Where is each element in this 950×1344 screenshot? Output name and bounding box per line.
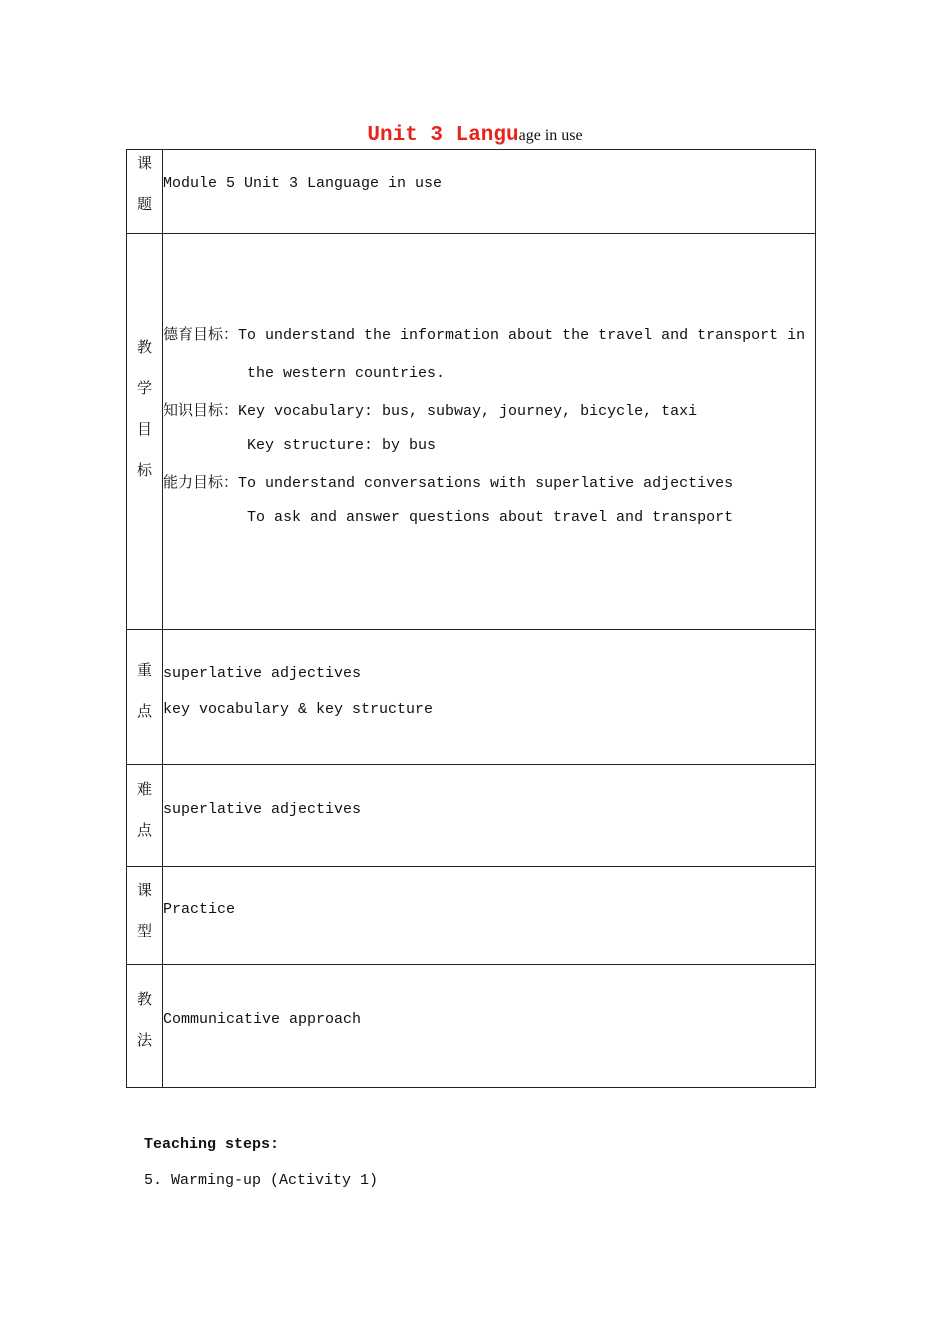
- row-content: [163, 867, 816, 965]
- lesson-plan-table: [126, 149, 816, 1088]
- content-line: Module 5 Unit 3 Language in use: [163, 175, 443, 192]
- title-highlight: Unit 3 Langu: [367, 124, 519, 147]
- label-char: 点: [136, 702, 152, 720]
- row-lesson-type: [127, 867, 816, 965]
- content-line: the western countries.: [247, 365, 446, 382]
- content-line: Key structure: by bus: [247, 437, 437, 454]
- content-line: superlative adjectives: [163, 801, 362, 818]
- row-difficulties: [127, 765, 816, 867]
- row-label: [127, 765, 163, 867]
- label-char: 点: [136, 821, 152, 839]
- row-label: [127, 867, 163, 965]
- content-line: key vocabulary & key structure: [163, 701, 434, 718]
- row-content: [163, 234, 816, 630]
- row-label: [127, 965, 163, 1088]
- label-char: 教: [136, 337, 152, 356]
- label-char: 标: [136, 460, 152, 479]
- row-content: [163, 765, 816, 867]
- label-char: 教: [136, 990, 152, 1008]
- content-line: Practice: [163, 901, 236, 918]
- label-char: 学: [136, 378, 152, 397]
- row-label: [127, 234, 163, 630]
- row-topic: [127, 150, 816, 234]
- label-char: 难: [136, 780, 152, 798]
- row-objectives: [127, 234, 816, 630]
- row-content: [163, 965, 816, 1088]
- document-title: [0, 124, 950, 147]
- row-label: [127, 150, 163, 234]
- row-key-points: [127, 630, 816, 765]
- content-line: 能力目标：To understand conversations with superlative adjectives: [163, 473, 734, 492]
- label-char: 课: [136, 154, 152, 172]
- content-line: 德育目标：To understand the information about the travel and transport in: [163, 325, 806, 344]
- content-line: superlative adjectives: [163, 665, 362, 682]
- label-char: 法: [136, 1031, 152, 1049]
- label-char: 题: [136, 195, 152, 213]
- label-char: 目: [136, 419, 152, 438]
- row-content: [163, 150, 816, 234]
- label-char: 课: [136, 881, 152, 899]
- content-line: Communicative approach: [163, 1011, 362, 1028]
- label-char: 型: [136, 922, 152, 940]
- teaching-step-item: 5. Warming-up (Activity 1): [144, 1172, 379, 1189]
- title-rest: age in use: [518, 127, 583, 144]
- content-line: 知识目标：Key vocabulary: bus, subway, journey, bicycle, taxi: [163, 401, 698, 420]
- content-line: To ask and answer questions about travel and transport: [247, 509, 734, 526]
- label-char: 重: [136, 661, 152, 679]
- row-method: [127, 965, 816, 1088]
- teaching-steps-heading: Teaching steps:: [144, 1136, 280, 1153]
- row-content: [163, 630, 816, 765]
- row-label: [127, 630, 163, 765]
